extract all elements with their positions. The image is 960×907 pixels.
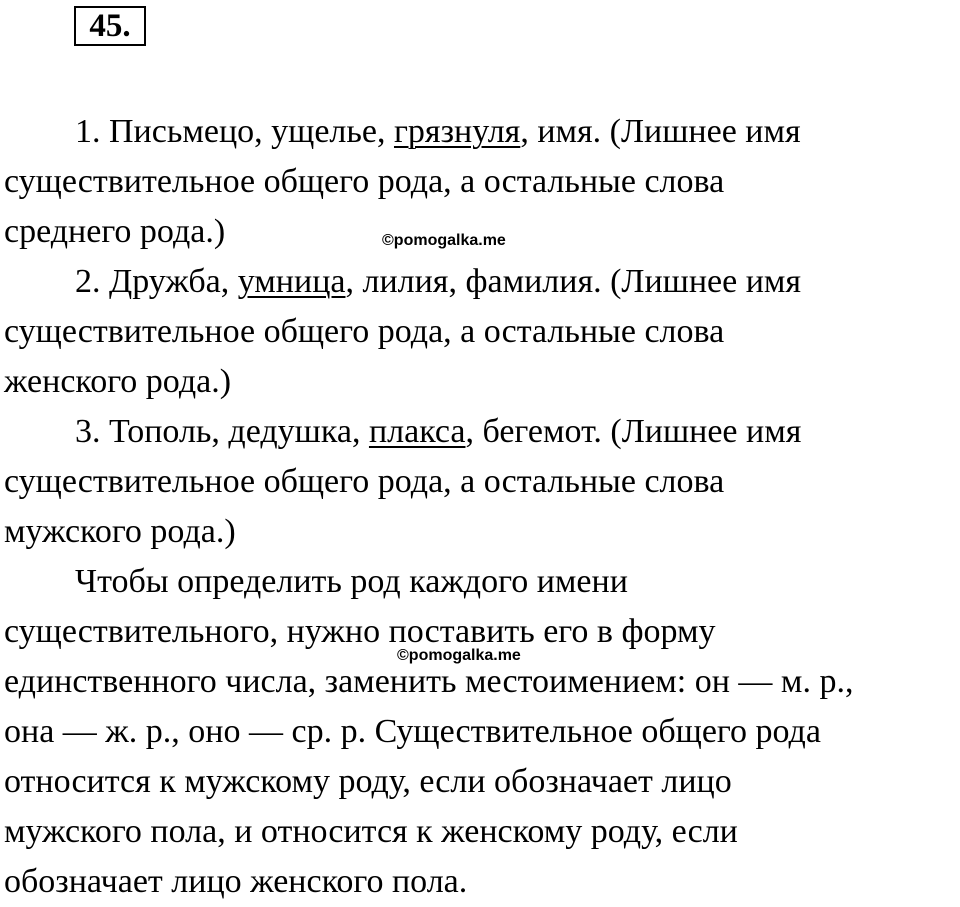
task-number-box [74,6,146,46]
explanation-line-1: Чтобы определить род каждого имени [75,563,628,600]
item-2-line-3: женского рода.) [4,363,232,400]
task-number: 45. [89,7,131,44]
underlined-word-2: умница [237,263,346,300]
explanation-line-3: единственного числа, заменить местоимением: он — м. р., [4,663,854,700]
watermark: ©pomogalka.me [382,232,506,249]
item-3-line-1: 3. Тополь, дедушка, плакса, бегемот. (Лишнее имя [75,413,802,450]
item-3-line-3: мужского рода.) [4,513,236,550]
watermark: ©pomogalka.me [397,647,521,664]
explanation-line-6: мужского пола, и относится к женскому роду, если [4,813,738,850]
answer-text [4,107,956,907]
item-1-line-1: 1. Письмецо, ущелье, грязнуля, имя. (Лишнее имя [75,113,801,150]
explanation-line-4: она — ж. р., оно — ср. р. Существительное общего рода [4,713,821,750]
item-2-line-1: 2. Дружба, умница, лилия, фамилия. (Лишнее имя [75,263,802,300]
explanation-line-5: относится к мужскому роду, если обозначает лицо [4,763,732,800]
explanation-line-7: обозначает лицо женского пола. [4,863,468,900]
item-3-line-2: существительное общего рода, а остальные слова [4,463,725,500]
underlined-word-3: плакса [368,413,466,450]
item-1-line-3: среднего рода.) [4,213,226,250]
explanation-line-2: существительного, нужно поставить его в форму [4,613,716,650]
item-2-line-2: существительное общего рода, а остальные слова [4,313,725,350]
underlined-word-1: грязнуля [393,113,521,150]
item-1-line-2: существительное общего рода, а остальные слова [4,163,725,200]
